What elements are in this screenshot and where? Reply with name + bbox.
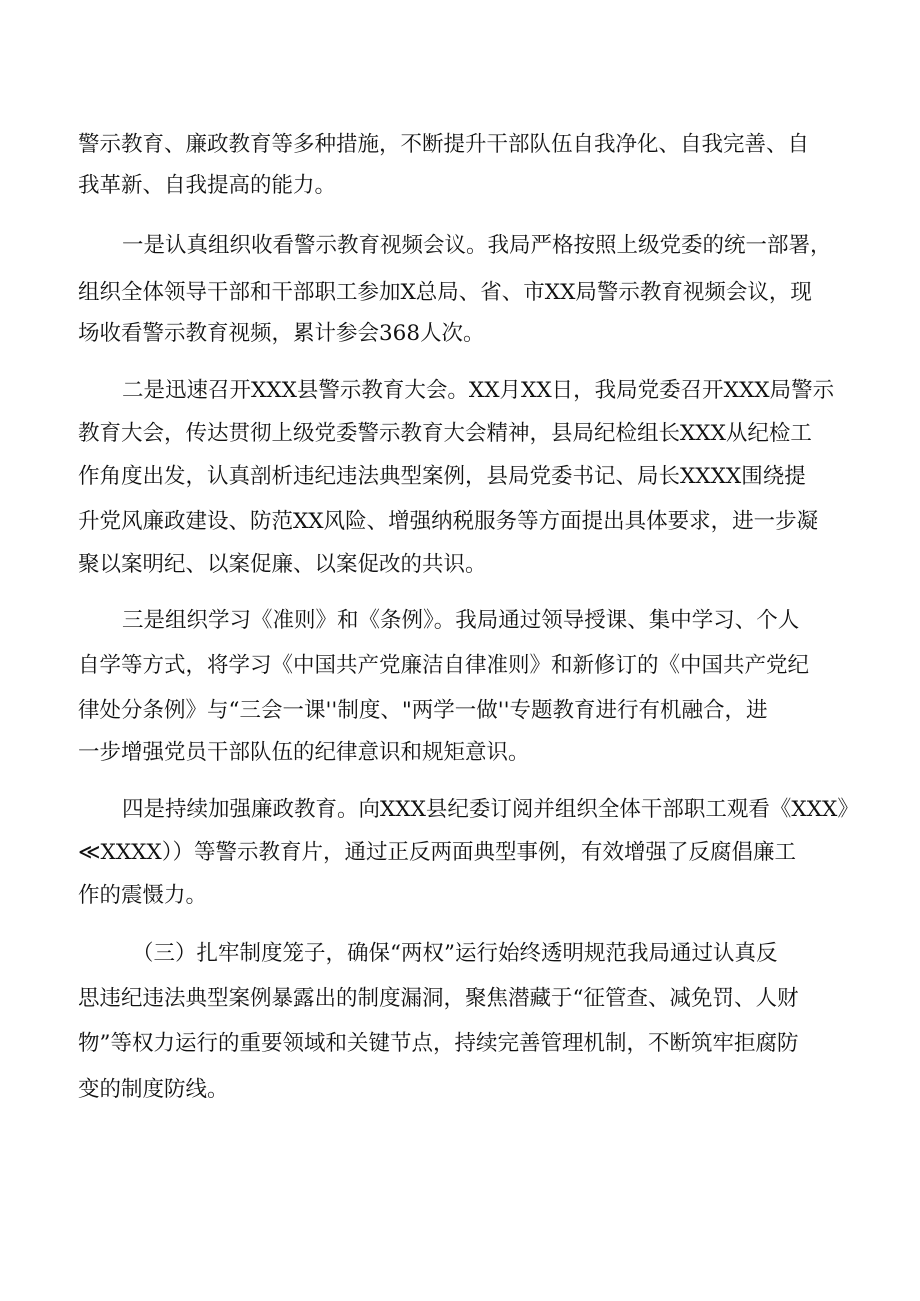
text-line: 思违纪违法典型案例暴露出的制度漏洞，聚焦潜藏于“征管查、减免罚、人财 [78, 986, 799, 1011]
text-line: 场收看警示教育视频，累计参会368人次。 [78, 321, 485, 346]
text-line: 自学等方式，将学习《中国共产党廉洁自律准则》和新修订的《中国共产党纪 [78, 653, 810, 678]
text-line: 一步增强党员干部队伍的纪律意识和规矩意识。 [78, 740, 530, 765]
text-line: （三）扎牢制度笼子，确保“两权”运行始终透明规范我局通过认真反 [132, 941, 778, 966]
text-line: 三是组织学习《准则》和《条例》。我局通过领导授课、集中学习、个人 [122, 608, 800, 633]
text-line: 作的震慑力。 [78, 883, 208, 908]
text-line: 我革新、自我提高的能力。 [78, 173, 337, 198]
text-line: 升党风廉政建设、防范XX风险、增强纳税服务等方面提出具体要求，进一步凝 [78, 509, 819, 534]
text-line: 作角度出发，认真剖析违纪违法典型案例，县局党委书记、局长XXXX围绕提 [78, 464, 806, 489]
text-line: 聚以案明纪、以案促廉、以案促改的共识。 [78, 552, 487, 577]
text-line: 物”等权力运行的重要领域和关键节点，持续完善管理机制，不断筑牢拒腐防 [78, 1031, 799, 1056]
text-line: 律处分条例》与“三会一课''制度、"两学一做''专题教育进行有机融合，进 [78, 698, 768, 723]
text-line: 组织全体领导干部和干部职工参加X总局、省、市XX局警示教育视频会议，现 [78, 280, 812, 305]
text-line: 一是认真组织收看警示教育视频会议。我局严格按照上级党委的统一部署， [122, 233, 832, 258]
text-line: 教育大会，传达贯彻上级党委警示教育大会精神，县局纪检组长XXX从纪检工 [78, 421, 812, 446]
text-line: 变的制度防线。 [78, 1077, 229, 1102]
text-line: 警示教育、廉政教育等多种措施，不断提升干部队伍自我净化、自我完善、自 [78, 132, 810, 157]
text-line: 四是持续加强廉政教育。向XXX县纪委订阅并组织全体干部职工观看《XXX》 [122, 797, 859, 822]
text-line: 二是迅速召开XXX县警示教育大会。XX月XX日，我局党委召开XXX局警示 [122, 378, 835, 403]
text-line: ≪XXXX））等警示教育片，通过正反两面典型事例，有效增强了反腐倡廉工 [78, 840, 796, 865]
